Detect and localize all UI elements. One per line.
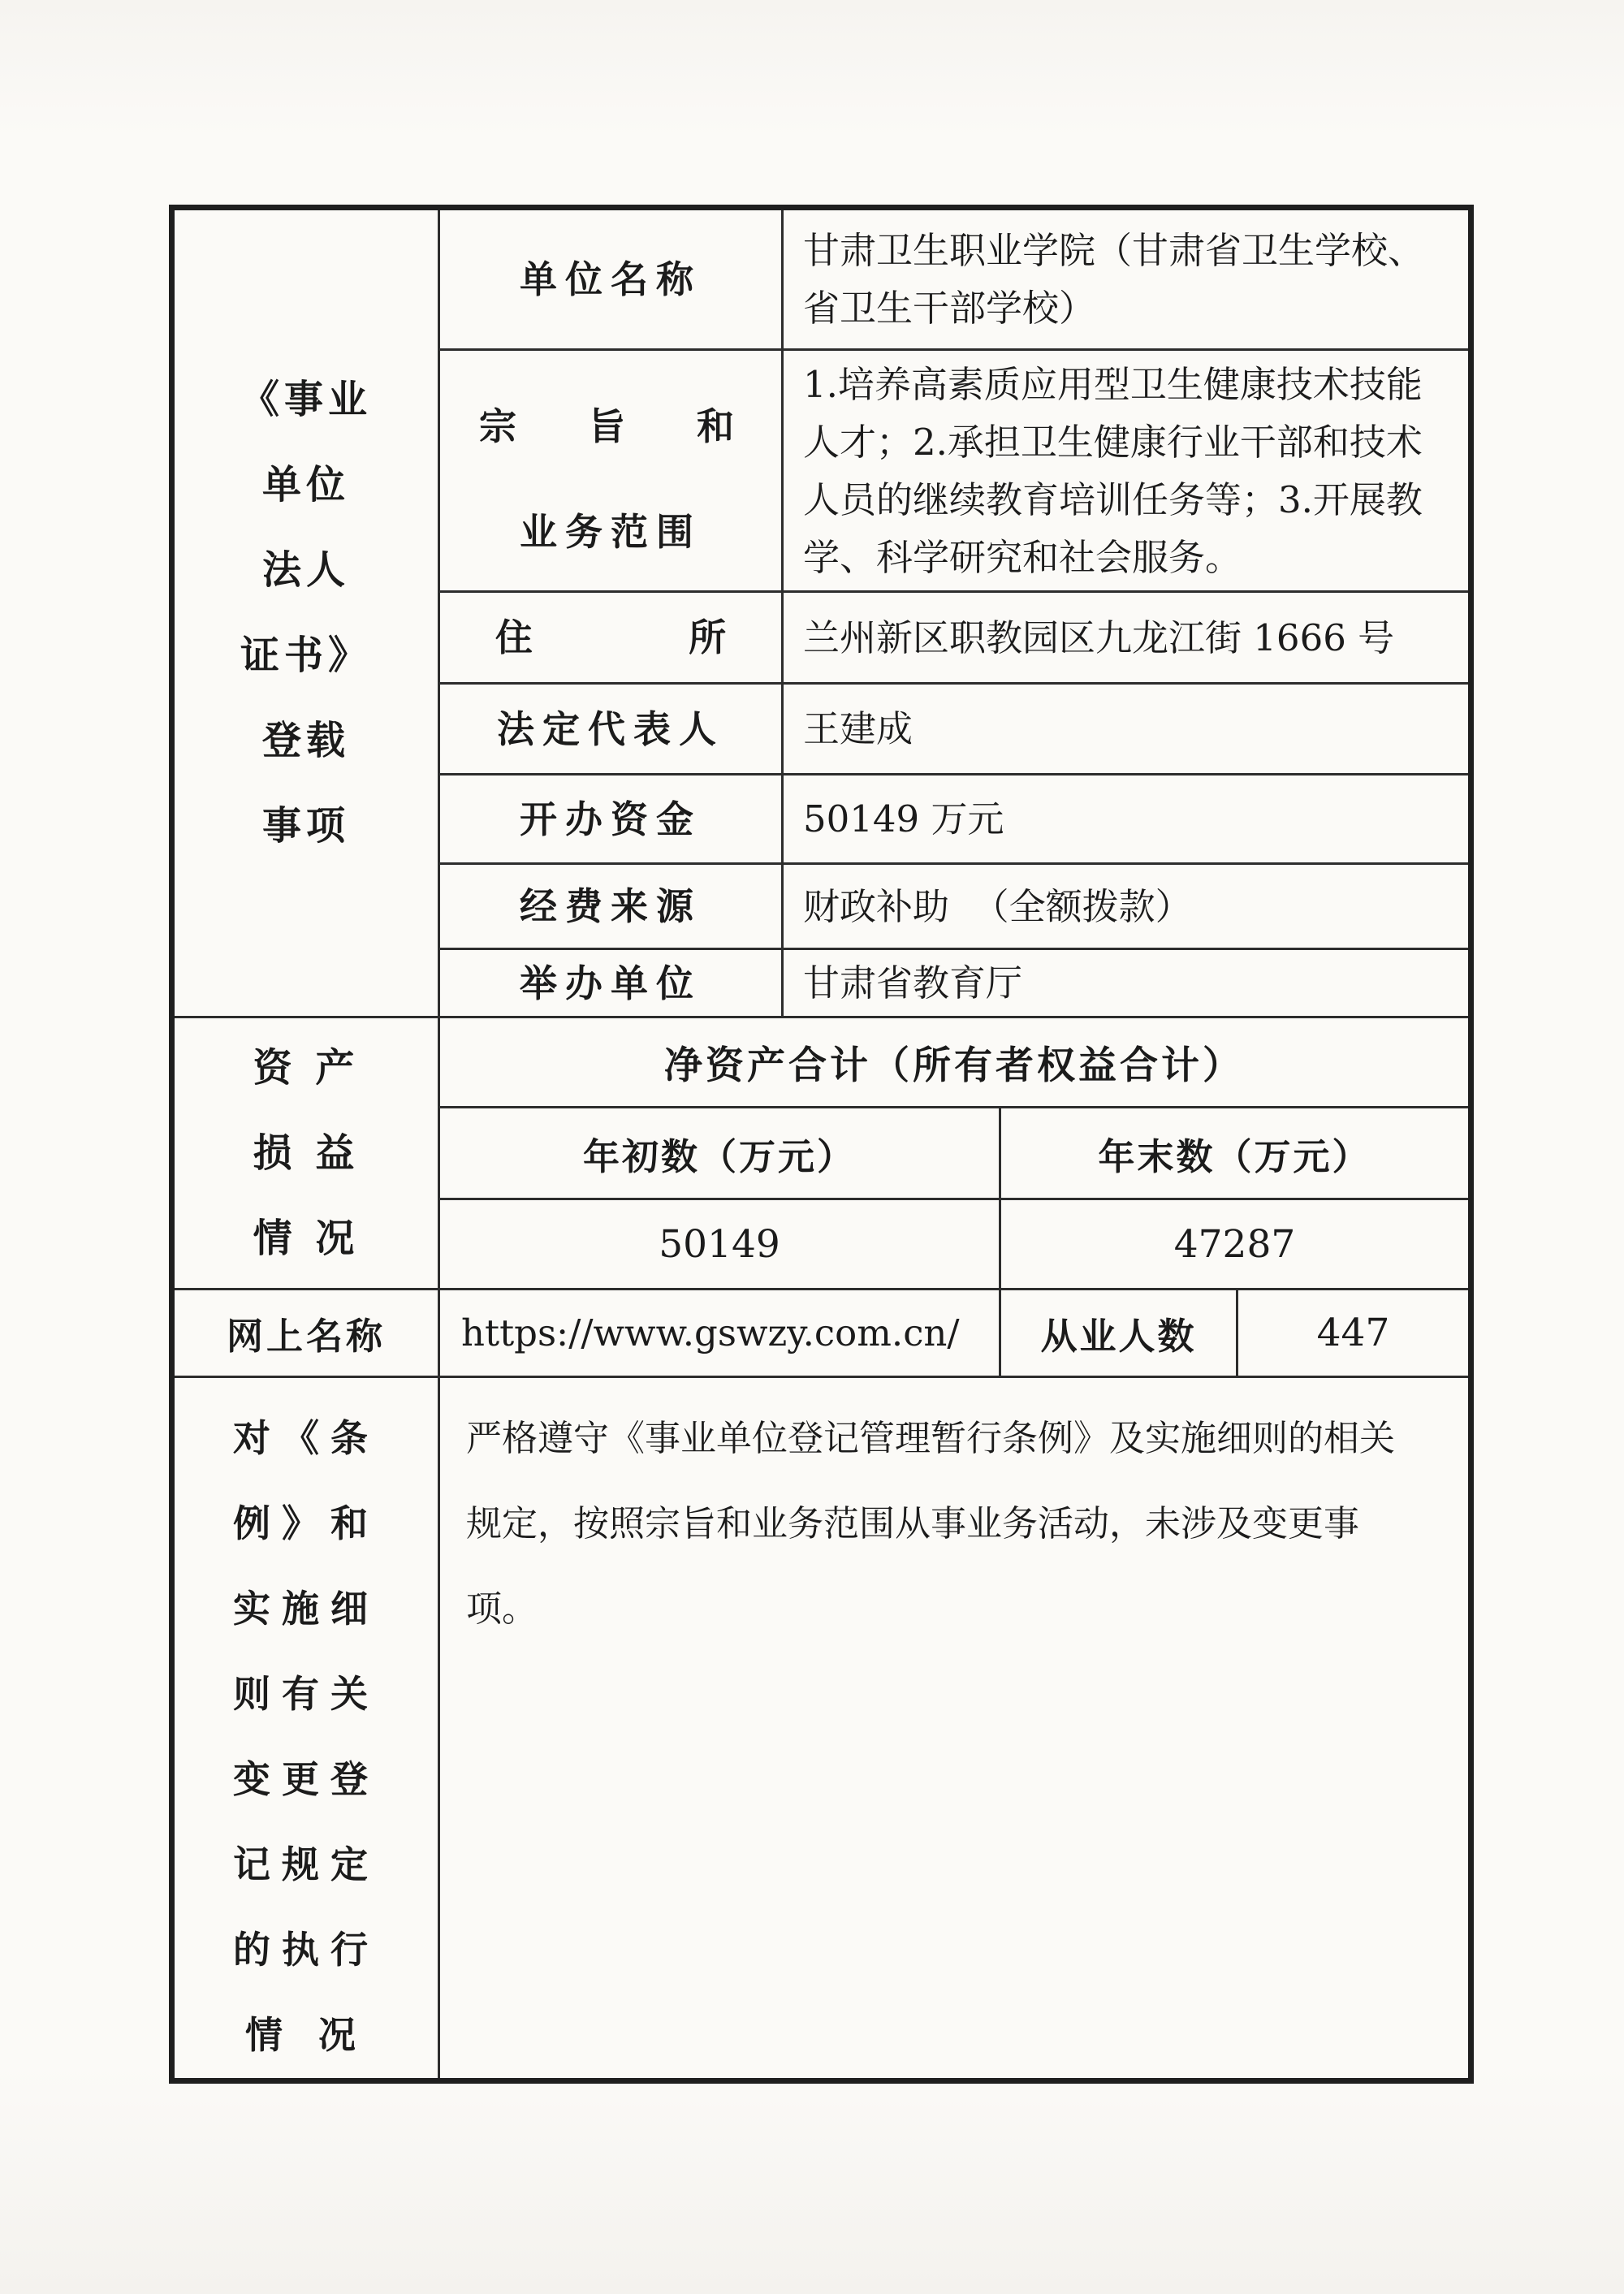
value-line: 人员的继续教育培训任务等；3.开展教 [803, 477, 1423, 521]
unit-name-label [440, 210, 784, 348]
purpose-scope-value [784, 351, 1468, 590]
sponsor-unit-label [440, 950, 784, 1016]
funding-source-value [784, 865, 1468, 948]
value-line: 1.培养高素质应用型卫生健康技术技能 [803, 362, 1423, 406]
label-line: 业务范围 [520, 509, 702, 554]
compliance-header-line: 变更登 [233, 1757, 379, 1801]
address-value [784, 593, 1468, 682]
value-line: 学、科学研究和社会服务。 [803, 535, 1242, 579]
label-line: 经费来源 [520, 884, 702, 928]
compliance-header-line: 例》和 [233, 1501, 379, 1545]
address-label [440, 593, 784, 682]
label-line: 法定代表人 [497, 706, 724, 751]
row-funding-source [440, 865, 1468, 950]
compliance-section-header [175, 1378, 440, 2078]
staff-count-value: 447 [1316, 1311, 1390, 1356]
row-purpose-scope [440, 351, 1468, 593]
value-line: 财政补助 （全额拨款） [803, 884, 1192, 928]
compliance-header-line: 情 况 [244, 2013, 367, 2057]
initial-capital-label [440, 775, 784, 862]
initial-capital-value [784, 775, 1468, 862]
row-unit-name [440, 210, 1468, 351]
value-line: 甘肃省教育厅 [803, 961, 1023, 1005]
web-name-row [175, 1290, 1468, 1378]
row-sponsor-unit [440, 950, 1468, 1016]
legal-representative-value [784, 685, 1468, 773]
website-url: https://www.gswzy.com.cn/ [440, 1290, 1001, 1376]
value-line: 王建成 [803, 707, 914, 750]
label-line: 住 所 [495, 616, 727, 659]
value-line: 50149 万元 [803, 797, 1004, 840]
value-line: 省卫生干部学校） [803, 287, 1096, 330]
year-begin-value: 50149 [440, 1200, 1001, 1288]
cert-header-line: 事项 [261, 803, 350, 849]
compliance-header-line: 记规定 [233, 1843, 379, 1886]
cert-header-line: 登载 [261, 718, 350, 764]
funding-source-label [440, 865, 784, 948]
assets-section [175, 1018, 1468, 1290]
label-line: 宗 旨 和 [478, 404, 743, 448]
compliance-header-line: 对《条 [233, 1416, 379, 1460]
compliance-statement-line: 严格遵守《事业单位登记管理暂行条例》及实施细则的相关 [466, 1418, 1395, 1459]
value-line: 人才；2.承担卫生健康行业干部和技术 [803, 420, 1423, 464]
label-line: 举办单位 [520, 961, 702, 1005]
row-legal-representative [440, 685, 1468, 775]
row-initial-capital [440, 775, 1468, 865]
label-line: 单位名称 [520, 257, 702, 301]
year-end-header: 年末数（万元） [1098, 1134, 1371, 1178]
compliance-section [175, 1378, 1468, 2078]
assets-header-line: 损 益 [253, 1130, 360, 1176]
cert-header-line: 证书》 [240, 633, 372, 679]
cert-header-line: 单位 [261, 462, 350, 508]
net-assets-total-label: 净资产合计（所有者权益合计） [440, 1018, 1468, 1108]
cert-header-line: 《事业 [240, 377, 372, 423]
assets-section-header [175, 1018, 440, 1288]
compliance-statement-line: 项。 [466, 1588, 538, 1630]
cert-section [175, 210, 1468, 1018]
row-address [440, 593, 1468, 685]
purpose-scope-label [440, 351, 784, 590]
label-line: 开办资金 [520, 797, 702, 841]
compliance-header-line: 实施细 [233, 1587, 379, 1631]
assets-header-line: 资 产 [253, 1044, 360, 1091]
year-end-value: 47287 [1173, 1221, 1296, 1267]
staff-count-label: 从业人数 [1001, 1290, 1238, 1376]
compliance-header-line: 则有关 [233, 1672, 379, 1716]
assets-header-line: 情 况 [253, 1215, 360, 1261]
assets-column-headers [440, 1108, 1468, 1200]
compliance-statement-line: 规定，按照宗旨和业务范围从事业务活动，未涉及变更事 [466, 1503, 1359, 1544]
web-name-label: 网上名称 [175, 1290, 440, 1376]
value-line: 甘肃卫生职业学院（甘肃省卫生学校、 [803, 229, 1425, 272]
value-line: 兰州新区职教园区九龙江街 1666 号 [803, 616, 1395, 659]
sponsor-unit-value [784, 950, 1468, 1016]
cert-header-line: 法人 [261, 547, 350, 594]
cert-section-header [175, 210, 440, 1016]
registration-form-table [169, 205, 1474, 2084]
unit-name-value [784, 210, 1468, 348]
year-begin-header: 年初数（万元） [440, 1108, 1001, 1198]
compliance-statement [440, 1378, 1468, 2078]
assets-values [440, 1200, 1468, 1288]
compliance-header-line: 的执行 [233, 1928, 379, 1972]
legal-representative-label [440, 685, 784, 773]
